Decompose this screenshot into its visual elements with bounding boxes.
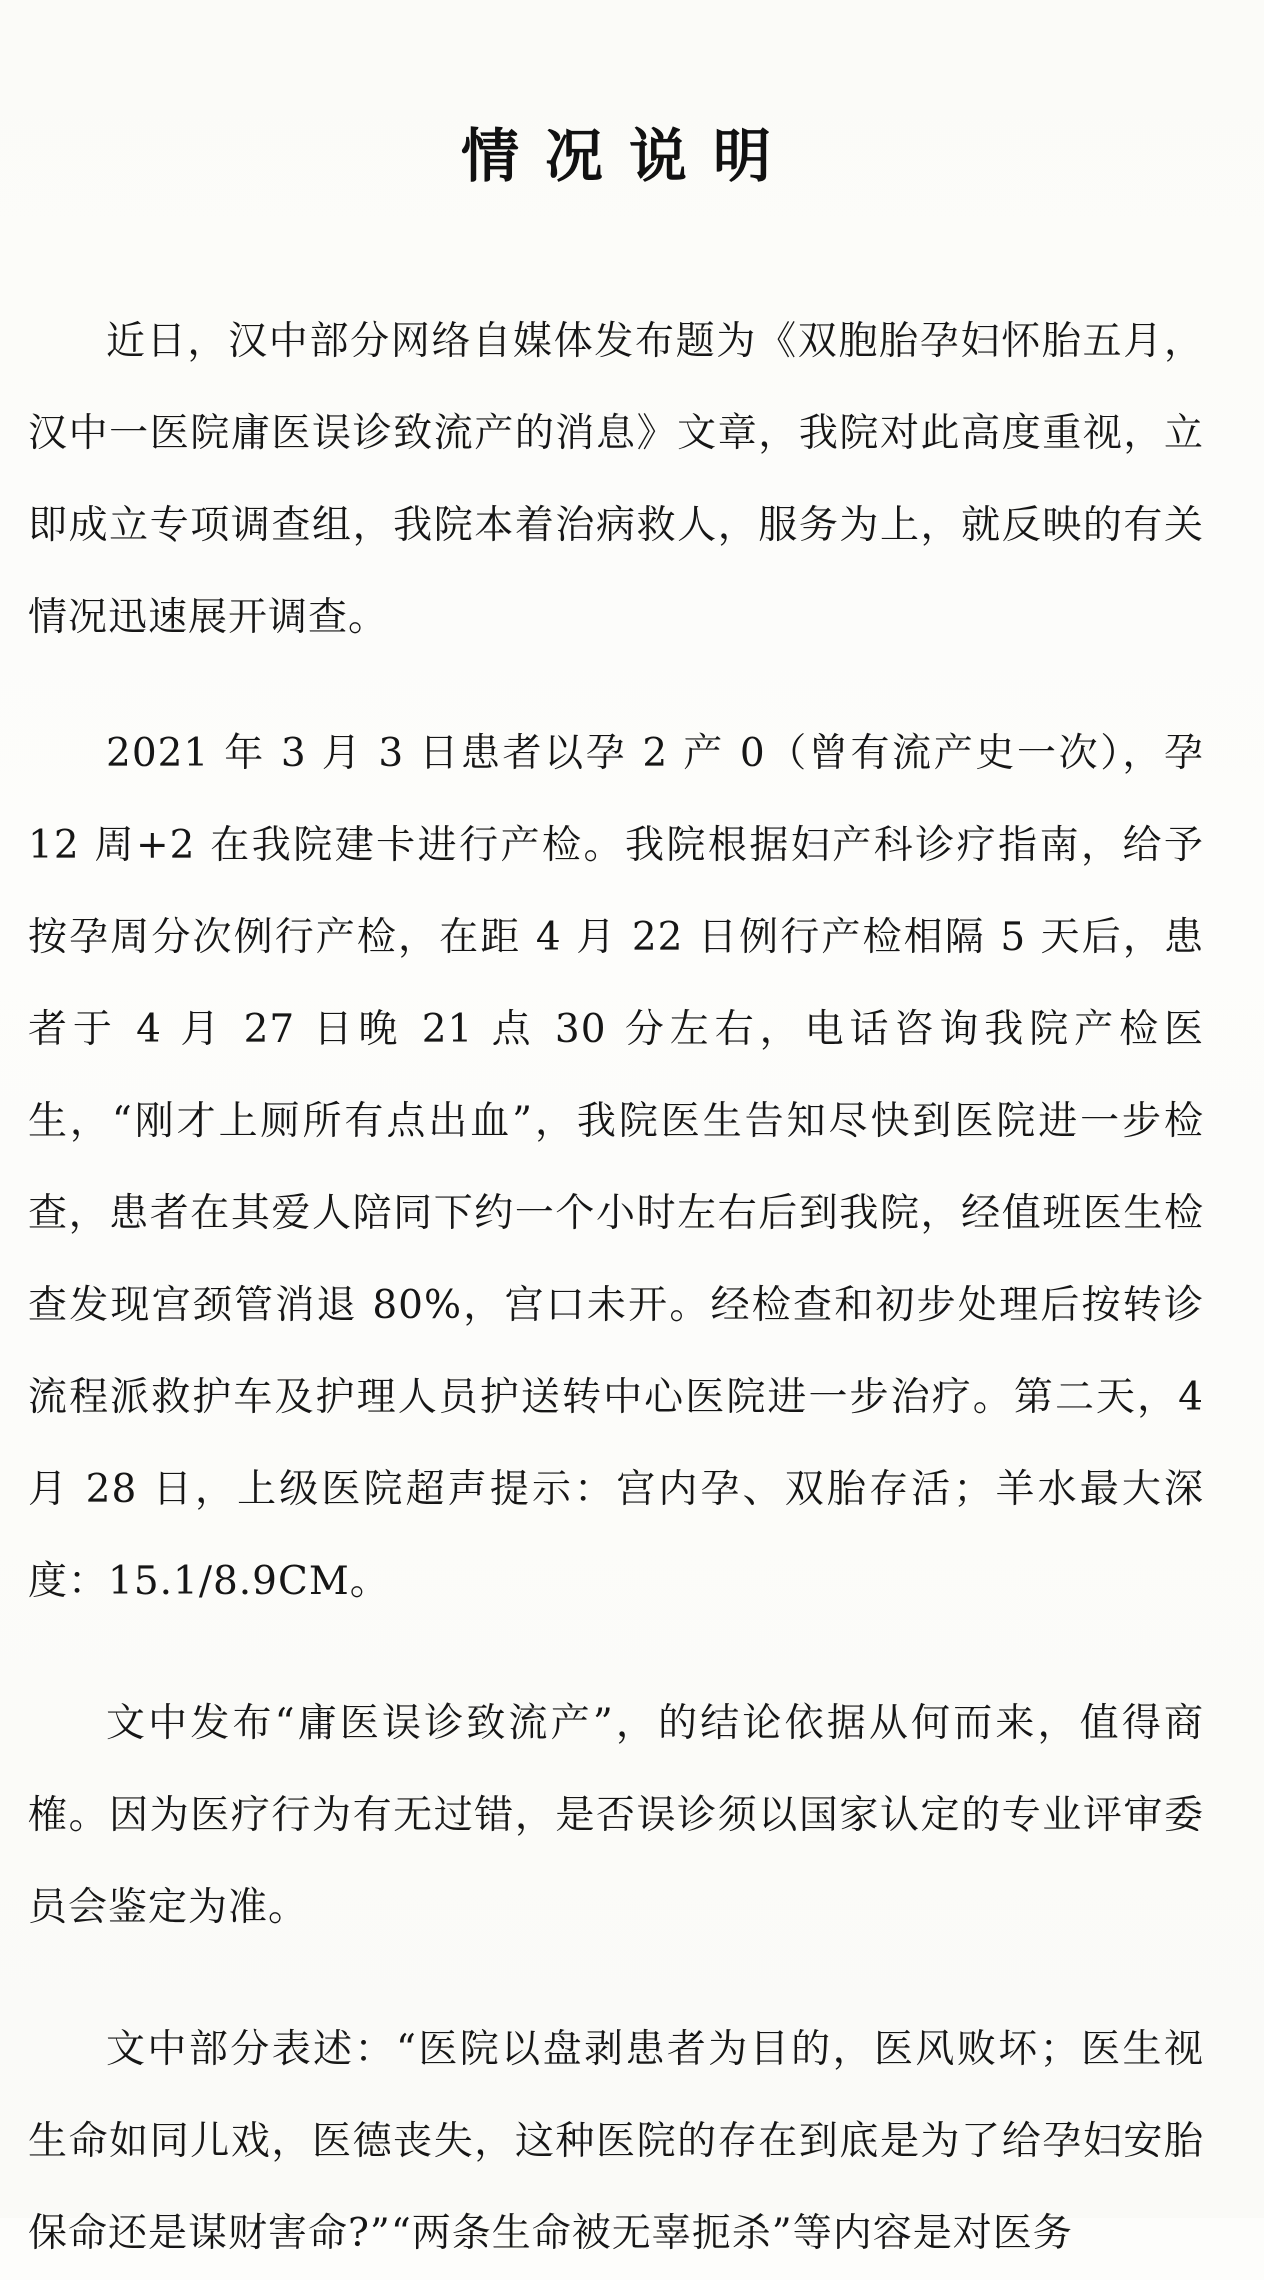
paragraph-timeline: 2021 年 3 月 3 日患者以孕 2 产 0（曾有流产史一次），孕 12 周+2 在我院建卡进行产检。我院根据妇产科诊疗指南，给予按孕周分次例行产检，在距 4 月 22 日例行产检相隔 5 天后，患者于 4 月 27 日晚 21 点 30 分左右，电话咨询我院产检医生，“刚才上厕所有点出血”，我院医生告知尽快到医院进一步检查，患者在其爱人陪同下约一个小时左右后到我院，经值班医生检查发现宫颈管消退 80%，宫口未开。经检查和初步处理后按转诊流程派救护车及护理人员护送转中心医院进一步治疗。第二天，4 月 28 日，上级医院超声提示：宫内孕、双胎存活；羊水最大深度：15.1/8.9CM。 (28, 731, 1204, 1604)
document-title: 情况说明 (460, 122, 797, 190)
paragraph-intro: 近日，汉中部分网络自媒体发布题为《双胞胎孕妇怀胎五月，汉中一医院庸医误诊致流产的消息》文章，我院对此高度重视，立即成立专项调查组，我院本着治病救人，服务为上，就反映的有关情况迅速展开调查。 (28, 319, 1204, 640)
paragraph-conclusion-basis: 文中发布“庸医误诊致流产”，的结论依据从何而来，值得商榷。因为医疗行为有无过错，是否误诊须以国家认定的专业评审委员会鉴定为准。 (28, 1701, 1204, 1930)
paragraph-statements: 文中部分表述：“医院以盘剥患者为目的，医风败坏；医生视生命如同儿戏，医德丧失，这种医院的存在到底是为了给孕妇安胎保命还是谋财害命?”“两条生命被无辜扼杀”等内容是对医务 (28, 2027, 1204, 2256)
